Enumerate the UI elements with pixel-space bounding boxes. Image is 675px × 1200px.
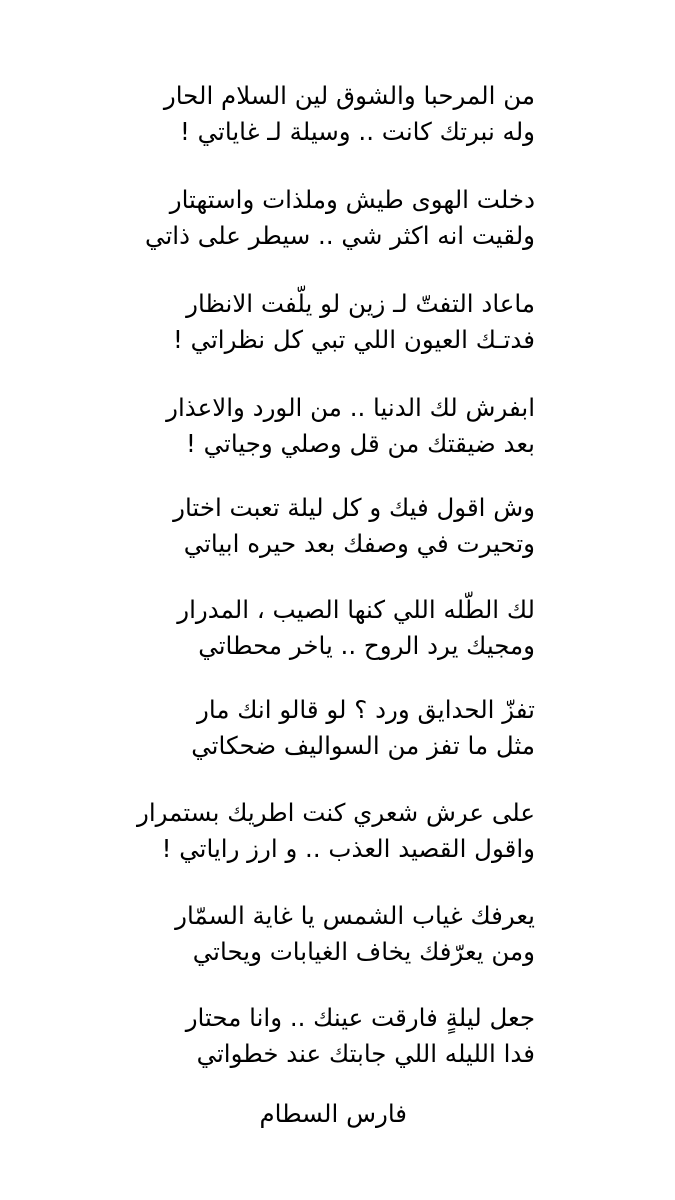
stanza-9 [15, 898, 535, 970]
verse-line: جعل ليلةٍ فارقت عينك .. وانا محتار [185, 1003, 535, 1032]
verse-line: ابفرش لك الدنيا .. من الورد والاعذار [166, 393, 535, 422]
stanza-1 [15, 78, 535, 150]
stanza-5 [15, 490, 535, 562]
stanza-8 [15, 795, 535, 867]
verse-line: ومجيك يرد الروح .. ياخر محطاتي [198, 631, 535, 660]
verse-line: بعد ضيقتك من قل وصلي وجياتي ! [186, 429, 535, 458]
verse-line: واقول القصيد العذب .. و ارز راياتي ! [161, 834, 535, 863]
verse-line: فدتـك العيون اللي تبي كل نظراتي ! [172, 325, 535, 354]
poet-signature: فارس السطام [259, 1099, 407, 1128]
stanza-4 [15, 390, 535, 462]
verse-line: وتحيرت في وصفك بعد حيره ابياتي [183, 529, 535, 558]
verse-line: دخلت الهوى طيش وملذات واستهتار [169, 185, 535, 214]
verse-line: من المرحبا والشوق لين السلام الحار [163, 81, 535, 110]
verse-line: لك الطّله اللي كنها الصيب ، المدرار [177, 595, 535, 624]
verse-line: تفزّ الحدايق ورد ؟ لو قالو انك مار [197, 695, 535, 724]
verse-line: وش اقول فيك و كل ليلة تعبت اختار [173, 493, 535, 522]
stanza-6 [15, 592, 535, 664]
verse-line: ومن يعرّفك يخاف الغيابات ويحاتي [192, 937, 535, 966]
verse-line: وله نبرتك كانت .. وسيلة لـ غاياتي ! [180, 117, 535, 146]
stanza-2 [15, 182, 535, 254]
verse-line: فدا الليله اللي جابتك عند خطواتي [196, 1039, 535, 1068]
verse-line: يعرفك غياب الشمس يا غاية السمّار [175, 901, 535, 930]
stanza-7 [15, 692, 535, 764]
stanza-10 [15, 1000, 535, 1072]
stanza-3 [15, 286, 535, 358]
verse-line: ولقيت انه اكثر شي .. سيطر على ذاتي [145, 221, 535, 250]
verse-line: مثل ما تفز من السواليف ضحكاتي [191, 731, 535, 760]
verse-line: ماعاد التفتّ لـ زين لو يلّفت الانظار [186, 289, 535, 318]
verse-line: على عرش شعري كنت اطريك بستمرار [137, 798, 535, 827]
